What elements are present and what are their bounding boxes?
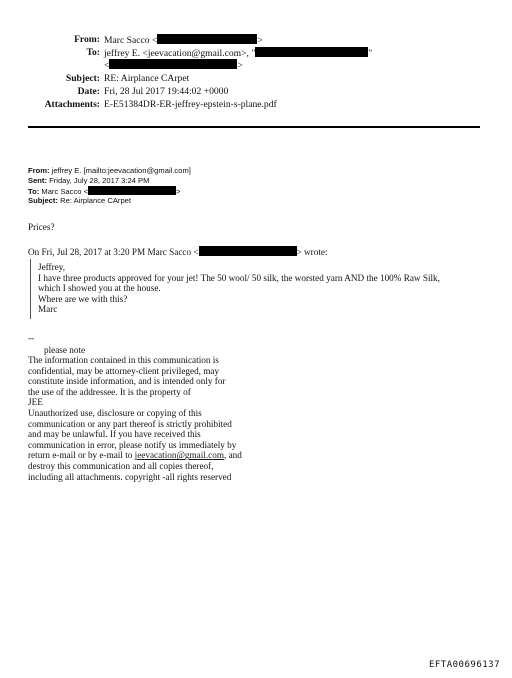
reply-text: Prices? [28,222,55,232]
disclaimer-line: JEE [28,397,43,408]
quoted-line: which I showed you at the house. [38,283,161,294]
quote-attribution-head: On Fri, Jul 28, 2017 at 3:20 PM Marc Sacco < [28,247,199,257]
header-subject-value-row [104,73,189,85]
header-date-label: Date: [77,86,100,97]
redaction-block [157,34,257,44]
disclaimer-line: constitute inside information, and is intended only for [28,376,226,387]
disclaimer-line: including all attachments. copyright -all rights reserved [28,471,232,482]
forwarded-subject-value: Re: Airplance CArpet [60,196,132,205]
header-to-line2 [104,59,243,72]
header-divider [28,126,480,128]
email-link[interactable]: jeevacation@gmail.com [134,450,224,461]
redaction-block [109,59,237,69]
redaction-block [88,186,176,195]
disclaimer-line: communication or any part thereof is strictly prohibited [28,418,232,429]
forwarded-subject-row [28,196,131,206]
redaction-block [255,47,368,57]
quoted-line: I have three products approved for your jet! The 50 wool/ 50 silk, the worsted yarn AND the 100% Raw Silk, [38,272,440,283]
header-attachments-label: Attachments: [44,99,100,110]
disclaimer-line: Unauthorized use, disclosure or copying of this [28,407,202,418]
header-from-label: From: [74,34,100,45]
disclaimer-line: and may be unlawful. If you have received this [28,429,201,440]
forwarded-to-value: Marc Sacco < [41,187,89,196]
redaction-block [199,246,297,256]
disclaimer-line: confidential, may be attorney-client privileged, may [28,365,220,376]
header-date-value-row [104,86,228,98]
header-subject-value: RE: Airplance CArpet [104,73,190,84]
disclaimer-line-notify [28,450,242,461]
forwarded-subject-label: Subject: [28,196,58,205]
quote-attribution-tail: > wrote: [296,247,328,257]
header-attachments-value[interactable]: E-E51384DR-ER-jeffrey-epstein-s-plane.pdf [104,99,277,110]
header-to-tail: " [368,48,373,59]
signature-dashes: -- [28,333,35,343]
notify-tail: , and [223,450,242,461]
quoted-message [38,262,440,315]
forwarded-from-value: jeffrey E. [mailto:jeevacation@gmail.com] [51,166,191,175]
header-from-value: Marc Sacco < [104,35,158,46]
header-date-value: Fri, 28 Jul 2017 19:44:02 +0000 [104,86,229,97]
disclaimer-line: destroy this communication and all copies thereof, [28,460,214,471]
header-from-value-row [104,34,263,47]
please-note: please note [44,345,86,355]
header-to-line2-tail: > [237,60,243,71]
disclaimer-line: The information contained in this communication is [28,355,219,365]
header-from-tail: > [257,35,263,46]
forwarded-to-tail: > [176,187,181,196]
header-attachments-value-row [104,99,277,111]
forwarded-to-label: To: [28,187,40,196]
quoted-line: Where are we with this? [38,293,128,304]
forwarded-sent-label: Sent: [28,176,47,185]
quoted-line: Marc [38,304,58,315]
forwarded-from-label: From: [28,166,50,175]
quoted-line: Jeffrey, [38,262,66,272]
notify-text: return e-mail or by e-mail to [28,450,135,461]
disclaimer [28,355,242,482]
quote-bar [30,259,31,319]
quote-attribution [28,246,328,258]
forwarded-from-row [28,166,191,176]
header-to-line2-head: < [104,60,110,71]
header-to-label: To: [86,47,100,58]
disclaimer-line: the use of the addressee. It is the property of [28,386,191,397]
forwarded-sent-row [28,176,149,186]
forwarded-sent-value: Friday, July 28, 2017 3:24 PM [49,176,150,185]
header-subject-label: Subject: [65,73,100,84]
document-id-stamp: EFTA00696137 [428,660,500,670]
header-to-value: jeffrey E. <jeevacation@gmail.com>, " [104,48,256,59]
disclaimer-line: communication in error, please notify us immediately by [28,439,237,450]
